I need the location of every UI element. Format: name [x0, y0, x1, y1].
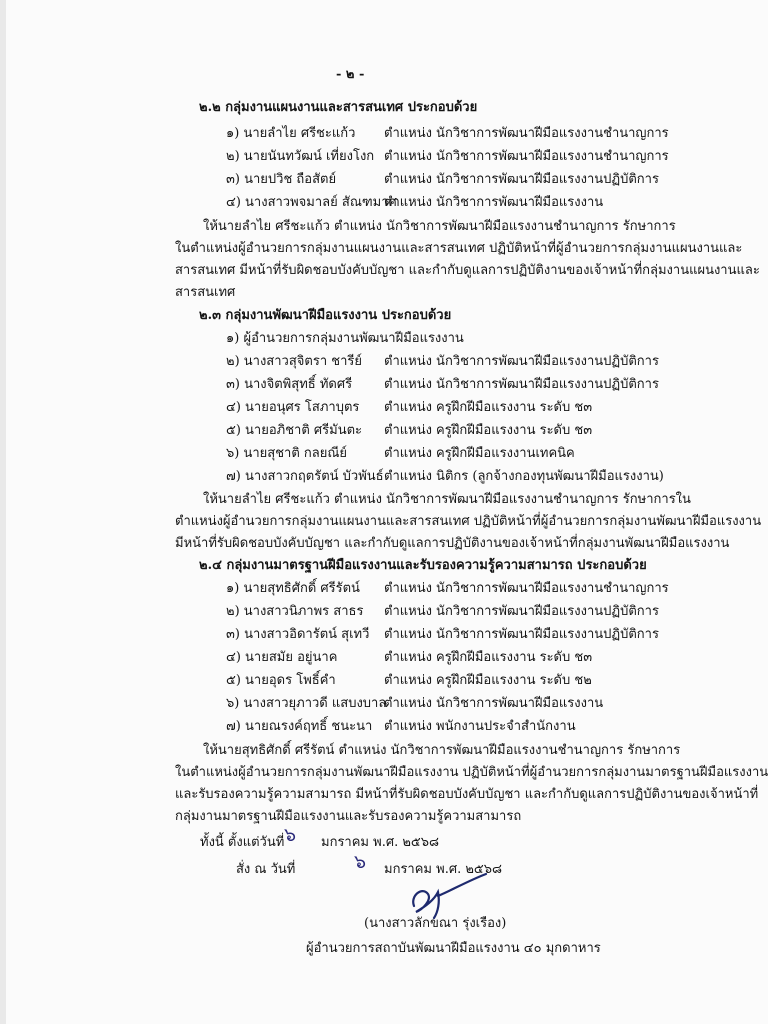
effective-month-year: มกราคม พ.ศ. ๒๕๖๘ — [321, 835, 440, 850]
assignment-line: ให้นายลำไย ศรีชะแก้ว ตำแหน่ง นักวิชาการพัฒนาฝีมือแรงงานชำนาญการ รักษาการใน — [203, 492, 691, 507]
member-name: ๔) นางสาวพจมาลย์ สัณฑมาศ — [226, 195, 397, 210]
member-position: ตำแหน่ง นักวิชาการพัฒนาฝีมือแรงงาน — [384, 696, 604, 711]
member-position: ตำแหน่ง นักวิชาการพัฒนาฝีมือแรงงานปฏิบัติการ — [384, 377, 659, 392]
order-month-year: มกราคม พ.ศ. ๒๕๖๘ — [384, 862, 503, 877]
member-position: ตำแหน่ง นักวิชาการพัฒนาฝีมือแรงงานปฏิบัติการ — [384, 627, 659, 642]
member-position: ตำแหน่ง นักวิชาการพัฒนาฝีมือแรงงานปฏิบัติการ — [384, 604, 659, 619]
member-position: ตำแหน่ง ครูฝึกฝีมือแรงงานเทคนิค — [384, 446, 575, 461]
member-name: ๖) นายสุชาติ กลยณีย์ — [226, 446, 348, 461]
assignment-line: กลุ่มงานมาตรฐานฝีมือแรงงานและรับรองความรู้ความสามารถ — [175, 809, 522, 824]
member-name: ๑) นายสุทธิศักดิ์ ศรีรัตน์ — [226, 581, 360, 596]
member-name: ๒) นางสาวนิภาพร สาธร — [226, 604, 364, 619]
member-name: ๔) นายสมัย อยู่นาค — [226, 650, 338, 665]
member-name: ๗) นางสาวกฤตรัตน์ บัวพันธ์ — [226, 469, 384, 484]
assignment-line: มีหน้าที่รับผิดชอบบังคับบัญชา และกำกับดูแลการปฏิบัติงานของเจ้าหน้าที่กลุ่มงานพัฒนาฝีมือแรงงาน — [175, 536, 730, 551]
member-position: ตำแหน่ง นักวิชาการพัฒนาฝีมือแรงงานปฏิบัติการ — [384, 172, 659, 187]
order-date-label: สั่ง ณ วันที่ — [236, 862, 296, 877]
member-position: ตำแหน่ง ครูฝึกฝีมือแรงงาน ระดับ ช๓ — [384, 400, 593, 415]
member-name: ๕) นายอุดร โพธิ์คำ — [226, 673, 336, 688]
member-position: ตำแหน่ง นักวิชาการพัฒนาฝีมือแรงงานชำนาญการ — [384, 581, 669, 596]
assignment-line: ในตำแหน่งผู้อำนวยการกลุ่มงานแผนงานและสารสนเทศ ปฏิบัติหน้าที่ผู้อำนวยการกลุ่มงานแผนงานและ — [175, 241, 743, 256]
member-position: ตำแหน่ง ครูฝึกฝีมือแรงงาน ระดับ ช๓ — [384, 650, 593, 665]
member-position: ตำแหน่ง นักวิชาการพัฒนาฝีมือแรงงาน — [384, 195, 604, 210]
member-name: ๑) ผู้อำนวยการกลุ่มงานพัฒนาฝีมือแรงงาน — [226, 331, 464, 346]
effective-date-label: ทั้งนี้ ตั้งแต่วันที่ — [200, 835, 285, 850]
scan-edge — [0, 0, 6, 1024]
assignment-line: ให้นายสุทธิศักดิ์ ศรีรัตน์ ตำแหน่ง นักวิชาการพัฒนาฝีมือแรงงานชำนาญการ รักษาการ — [203, 743, 681, 758]
section-heading-2-2: ๒.๒ กลุ่มงานแผนงานและสารสนเทศ ประกอบด้วย — [199, 100, 478, 115]
assignment-line: สารสนเทศ มีหน้าที่รับผิดชอบบังคับบัญชา และกำกับดูแลการปฏิบัติงานของเจ้าหน้าที่กลุ่มงานแผนงานและ — [175, 263, 760, 278]
section-heading-2-3: ๒.๓ กลุ่มงานพัฒนาฝีมือแรงงาน ประกอบด้วย — [199, 308, 452, 323]
member-position: ตำแหน่ง นักวิชาการพัฒนาฝีมือแรงงานชำนาญการ — [384, 126, 669, 141]
member-name: ๕) นายอภิชาติ ศรีมันตะ — [226, 423, 363, 438]
member-position: ตำแหน่ง ครูฝึกฝีมือแรงงาน ระดับ ช๒ — [384, 673, 592, 688]
signer-name: (นางสาวลักขณา รุ่งเรือง) — [364, 916, 507, 931]
signer-title: ผู้อำนวยการสถาบันพัฒนาฝีมือแรงงาน ๔๐ มุกดาหาร — [306, 941, 601, 956]
member-name: ๓) นางจิตพิสุทธิ์ ทัดศรี — [226, 377, 353, 392]
order-day-handwritten: ๖ — [354, 851, 367, 873]
member-name: ๒) นายนันทวัฒน์ เที่ยงโงก — [226, 149, 375, 164]
assignment-line: สารสนเทศ — [175, 285, 236, 300]
page-number: - ๒ - — [336, 67, 365, 82]
assignment-line: ตำแหน่งผู้อำนวยการกลุ่มงานแผนงานและสารสนเทศ ปฏิบัติหน้าที่ผู้อำนวยการกลุ่มงานพัฒนาฝีมือแรงงาน — [175, 514, 762, 529]
member-position: ตำแหน่ง นักวิชาการพัฒนาฝีมือแรงงานปฏิบัติการ — [384, 354, 659, 369]
member-name: ๔) นายอนุศร โสภาบุตร — [226, 400, 360, 415]
member-name: ๓) นางสาวอิดารัตน์ สุเทวี — [226, 627, 370, 642]
member-position: ตำแหน่ง นิติกร (ลูกจ้างกองทุนพัฒนาฝีมือแรงงาน) — [384, 469, 664, 484]
assignment-line: และรับรองความรู้ความสามารถ มีหน้าที่รับผิดชอบบังคับบัญชา และกำกับดูแลการปฏิบัติงานของเจ้าหน้าที่ — [175, 787, 759, 802]
effective-day-handwritten: ๖ — [284, 824, 297, 846]
assignment-line: ในตำแหน่งผู้อำนวยการกลุ่มงานพัฒนาฝีมือแรงงาน ปฏิบัติหน้าที่ผู้อำนวยการกลุ่มงานมาตรฐานฝีมือแรงงาน — [175, 765, 768, 780]
member-name: ๒) นางสาวสุจิตรา ชารีย์ — [226, 354, 362, 369]
section-heading-2-4: ๒.๔ กลุ่มงานมาตรฐานฝีมือแรงงานและรับรองความรู้ความสามารถ ประกอบด้วย — [199, 558, 647, 573]
member-position: ตำแหน่ง พนักงานประจำสำนักงาน — [384, 719, 576, 734]
member-name: ๑) นายลำไย ศรีชะแก้ว — [226, 126, 356, 141]
member-name: ๖) นางสาวยุภาวดี แสบงบาล — [226, 696, 387, 711]
member-position: ตำแหน่ง ครูฝึกฝีมือแรงงาน ระดับ ช๓ — [384, 423, 593, 438]
assignment-line: ให้นายลำไย ศรีชะแก้ว ตำแหน่ง นักวิชาการพัฒนาฝีมือแรงงานชำนาญการ รักษาการ — [203, 219, 676, 234]
member-name: ๓) นายปวิช ถือสัตย์ — [226, 172, 337, 187]
member-name: ๗) นายณรงค์ฤทธิ์ ชนะนา — [226, 719, 373, 734]
member-position: ตำแหน่ง นักวิชาการพัฒนาฝีมือแรงงานชำนาญการ — [384, 149, 669, 164]
